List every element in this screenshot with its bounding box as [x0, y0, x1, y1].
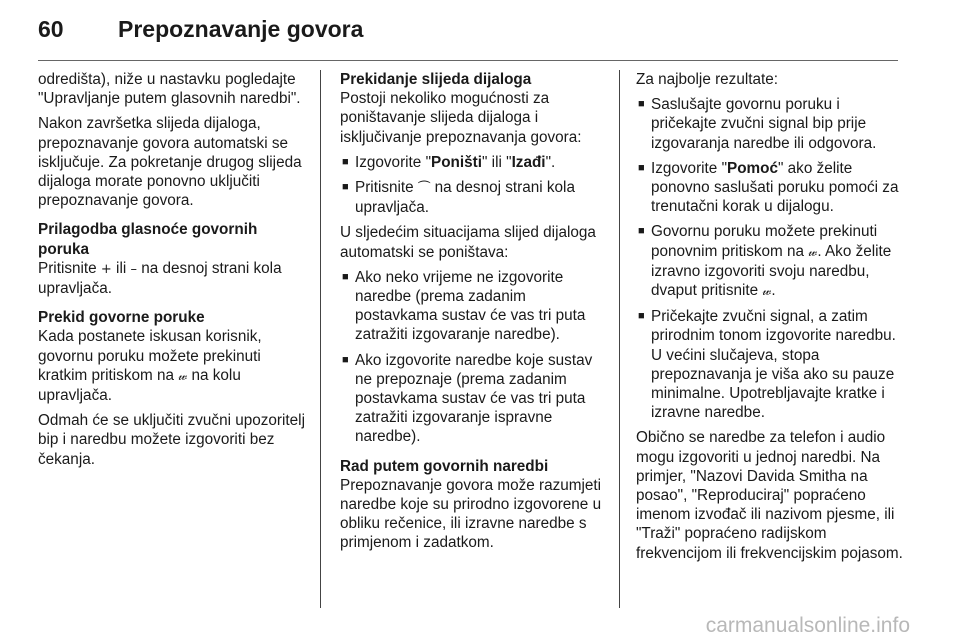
paragraph: odredišta), niže u nastavku pogledajte "Upravljanje putem glasovnih naredbi".: [38, 71, 301, 108]
paragraph: Prepoznavanje govora može razumjeti naredbe koje su prirodno izgovorene u obliku rečenice, ili izravne naredbe s primjenom i zadatkom.: [340, 476, 602, 552]
list-item: ■ Saslušajte govornu poruku i pričekajte zvučni signal bip prije izgovaranja naredbe ili odgovora.: [638, 96, 877, 152]
paragraph: Nakon završetka slijeda dijaloga, prepoznavanje govora automatski se isključuje. Za pokretanje drugog slijeda dijaloga morate ponovno uključiti prepoznavanje govora.: [38, 115, 302, 210]
section-heading-voice-commands: Rad putem govornih naredbi: [340, 457, 549, 475]
paragraph: Pritisnite + ili – na desnoj strani kola upravljača.: [38, 259, 282, 298]
paragraph: Kada postanete iskusan korisnik, govornu poruku možete prekinuti kratkim pritiskom na 𝓌 na kolu upravljača.: [38, 328, 262, 405]
column-3: [636, 70, 906, 569]
watermark: carmanualsonline.info: [705, 614, 910, 637]
list-item: ■ Ako izgovorite naredbe koje sustav ne prepoznaje (prema zadanim postavkama sustav će vas tri puta zatražiti izgovaranje ispravne naredbe).: [342, 351, 593, 446]
hangup-icon: ⏜: [417, 181, 431, 197]
list-item: ■ Govornu poruku možete prekinuti ponovnim pritiskom na 𝓌. Ako želite izravno izgovoriti svoju naredbu, dvaput pritisnite 𝓌.: [638, 223, 892, 300]
paragraph: Odmah će se uključiti zvučni upozoritelj bip i naredbu možete izgovoriti bez čekanja.: [38, 412, 305, 468]
page-number: 60: [38, 16, 64, 42]
section-heading-volume: Prilagodba glasnoće govornih poruka: [38, 221, 258, 258]
voice-icon: 𝓌: [808, 244, 818, 260]
bullet-list: [340, 268, 608, 447]
plus-icon: +: [100, 261, 112, 277]
paragraph: U sljedećim situacijama slijed dijaloga automatski se poništava:: [340, 224, 596, 261]
paragraph: Postoji nekoliko mogućnosti za poništavanje slijeda dijaloga i isključivanje prepoznavanja govora:: [340, 90, 582, 146]
header-rule: [38, 60, 898, 61]
paragraph: Za najbolje rezultate:: [636, 71, 779, 88]
page-title: Prepoznavanje govora: [118, 16, 364, 42]
column-divider-1: [320, 70, 321, 608]
column-divider-2: [619, 70, 620, 608]
list-item: ■ Izgovorite "Pomoć" ako želite ponovno saslušati poruku pomoći za trenutačni korak u dijalogu.: [638, 159, 899, 216]
voice-icon: 𝓌: [178, 368, 188, 384]
section-heading-interrupt: Prekid govorne poruke: [38, 309, 205, 327]
bullet-list: [340, 153, 608, 218]
list-item: ■ Ako neko vrijeme ne izgovorite naredbe (prema zadanim postavkama sustav će vas tri puta zatražiti izgovaranje naredbe).: [342, 268, 586, 344]
bullet-list: [636, 95, 906, 422]
column-2: [340, 70, 608, 559]
section-heading-cancel: Prekidanje slijeda dijaloga: [340, 71, 532, 88]
list-item: ■ Izgovorite "Poništi" ili "Izađi".: [342, 153, 556, 171]
list-item: ■ Pričekajte zvučni signal, a zatim prirodnim tonom izgovorite naredbu. U većini slučajeva, stopa prepoznavanja je viša ako su pauze minimalne. Upotrebljavajte kratke i izravne naredbe.: [638, 308, 896, 422]
column-1: [38, 70, 310, 475]
list-item: ■ Pritisnite ⏜ na desnoj strani kola upravljača.: [342, 179, 575, 217]
voice-icon: 𝓌: [762, 284, 772, 300]
minus-icon: –: [130, 261, 138, 277]
paragraph: Obično se naredbe za telefon i audio mogu izgovoriti u jednoj naredbi. Na primjer, "Nazovi Davida Smitha na posao", "Reproduciraj" popraćeno imenom izvođač ili nazivom pjesme, ili "Traži" popraćeno radijskom frekvencijom ili frekvencijskim pojasom.: [636, 429, 903, 562]
